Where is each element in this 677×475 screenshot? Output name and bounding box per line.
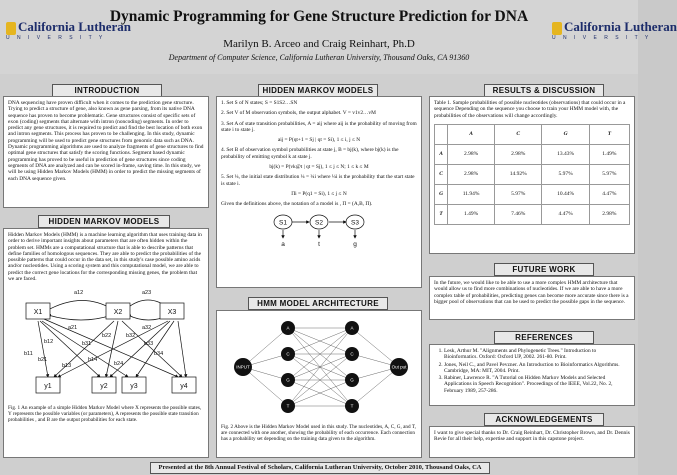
table-row-header: G <box>435 184 448 204</box>
chain-output-label: g <box>353 240 357 248</box>
output-label: y1 <box>44 383 52 391</box>
table-header-cell: T <box>589 124 629 144</box>
edge-label: a21 <box>68 325 78 332</box>
state-label: X2 <box>113 309 123 317</box>
references-panel <box>429 344 635 406</box>
edge-label: a12 <box>74 290 84 297</box>
table-row <box>435 164 630 184</box>
table-header-cell: G <box>542 124 589 144</box>
reference-item: 3. Rabiner, Lawrence R. "A Tutorial on Hidden Markov Models and Selected Applications in Speech Recognition". Proceedings of the IEEE, Vol.22, No. 2, February 1989, 257-286. <box>444 375 630 394</box>
table-row-header: A <box>435 144 448 164</box>
table-cell: 13.43% <box>542 144 589 164</box>
reference-item: 1. Lesk, Arthur M. "Alignments and Phylogenetic Trees." Introduction to Bioinformatics. Oxford: Oxford UP, 2002. 261-80. Print. <box>444 348 630 361</box>
edge-label: a23 <box>142 290 152 297</box>
chain-output-label: a <box>281 240 285 248</box>
output-label: y2 <box>100 383 108 391</box>
table-cell: 7.46% <box>495 204 542 224</box>
edge-label: b34 <box>154 351 164 358</box>
references-heading: REFERENCES <box>494 331 594 344</box>
results-panel <box>429 96 635 254</box>
hmm-left-text: Hidden Markov Models (HMM) is a machine learning algorithm that uses training data in order to derive important insights about parameters that are often hidden within the problem set. HMMs are a computational structure that is able to describe patterns that define families of homologous sequences. They are able to predict the probabilities of the possible patterns that could occur in the data set, in this study's case possible amino acids and/or nucleotides. Using a scoring system and this computational model, we are able to predict the correct gene locations for the corresponding missing genes, the problem that we are faced. <box>8 232 202 283</box>
edge-label: a32 <box>142 325 152 332</box>
nucleotide-label: A <box>286 325 290 331</box>
table-cell: 14.92% <box>495 164 542 184</box>
edge-label: b14 <box>88 357 98 364</box>
hmm-center-heading: HIDDEN MARKOV MODELS <box>258 84 378 97</box>
table-cell: 4.47% <box>589 184 629 204</box>
poster-authors: Marilyn B. Arceo and Craig Reinhart, Ph.D <box>223 38 415 50</box>
table-cell: 2.98% <box>448 164 495 184</box>
edge-label: b32 <box>126 333 136 340</box>
edge-label: b13 <box>62 363 72 370</box>
hmm-definition: 5. Set ¼, the initial state distribution ¼ = ¼i where ¼i is the probability that the start state is state i. <box>221 174 415 187</box>
chain-state-label: S2 <box>315 219 323 227</box>
nucleotide-label: G <box>286 377 290 383</box>
hmm-left-heading: HIDDEN MARKOV MODELS <box>38 215 170 228</box>
hmm-equation: aij = P(qt+1 = Sj | qt = Si), 1 ≤ i, j ≤ N <box>277 137 361 144</box>
table-row <box>435 184 630 204</box>
edge-label: b21 <box>38 357 48 364</box>
logo-name: California Lutheran <box>564 19 677 34</box>
hmm-equation: bj(k) = P(vk@t | qt = Sj), 1 ≤ j ≤ N; 1 ≤ k ≤ M <box>269 164 369 171</box>
table-header-cell: C <box>495 124 542 144</box>
hmm-arch-heading: HMM MODEL ARCHITECTURE <box>248 297 388 310</box>
table-cell: 2.98% <box>495 144 542 164</box>
logo-subtitle: U N I V E R S I T Y <box>6 34 106 41</box>
nucleotide-label: T <box>350 403 354 409</box>
table-cell: 4.47% <box>542 204 589 224</box>
acknowledgements-heading: ACKNOWLEDGEMENTS <box>484 413 604 426</box>
state-label: X3 <box>167 309 177 317</box>
nucleotide-probability-table <box>434 124 630 225</box>
table-cell: 2.98% <box>589 204 629 224</box>
table-cell: 5.97% <box>542 164 589 184</box>
hmm-definition: 1. Set S of N states; S = S1S2…SN <box>221 100 298 106</box>
nucleotide-label: A <box>350 325 354 331</box>
hmm-center-panel <box>216 96 422 288</box>
edge-label: b31 <box>82 341 92 348</box>
results-heading: RESULTS & DISCUSSION <box>484 84 604 97</box>
output-label: y4 <box>180 383 188 391</box>
edge-label: b22 <box>102 333 112 340</box>
output-node-label: Out put <box>391 364 407 370</box>
chain-state-label: S1 <box>279 219 287 227</box>
nucleotide-label: G <box>350 377 354 383</box>
architecture-connections <box>243 325 399 406</box>
edge-label: b11 <box>24 351 33 358</box>
hmm-example-diagram <box>8 285 204 405</box>
table-row <box>435 204 630 224</box>
input-node-label: INPUT <box>236 364 250 370</box>
future-work-heading: FUTURE WORK <box>494 263 594 276</box>
edge-label: b12 <box>44 339 54 346</box>
acknowledgements-text: I want to give special thanks to Dr. Craig Reinhart, Dr. Christopher Brown, and Dr. Dennis Revie for all their help, expertise and support in this capstone project. <box>434 430 630 443</box>
table-cell: 10.44% <box>542 184 589 204</box>
hmm-left-panel <box>3 228 209 458</box>
state-label: X1 <box>33 309 43 317</box>
hmm-equation: Πi = P(q1 = Si), 1 ≤ j ≤ N <box>291 190 347 197</box>
figure-2-caption: Fig. 2 Above is the Hidden Markov Model used in this study. The nucleotides, A, C, G, and T, are connected with one another, showing the probability of each occurrence. Each connection has a probability set depending on the training data given to the algorithm. <box>221 424 416 443</box>
logo-mark-icon <box>552 22 562 35</box>
table-cell: 11.94% <box>448 184 495 204</box>
intro-heading: INTRODUCTION <box>52 84 162 97</box>
table-header-cell <box>435 124 448 144</box>
intro-panel <box>3 96 209 208</box>
hmm-definition: Given the definitions above, the notation of a model is , Π = (A,B, Π). <box>221 201 373 208</box>
nucleotide-label: C <box>350 351 354 357</box>
output-label: y3 <box>130 383 138 391</box>
hmm-architecture-diagram <box>221 314 417 422</box>
nucleotide-label: C <box>286 351 290 357</box>
logo-subtitle: U N I V E R S I T Y <box>552 34 652 41</box>
references-list <box>434 348 630 394</box>
future-work-panel <box>429 276 635 320</box>
poster-affiliation: Department of Computer Science, California Lutheran University, Thousand Oaks, CA 91360 <box>168 53 470 62</box>
edge-label: b33 <box>144 341 154 348</box>
markov-chain-diagram <box>221 212 417 248</box>
table-cell: 2.98% <box>448 144 495 164</box>
table-1-title: Table 1. Sample probabilities of possible nucleotides (observations) that could occur in a sequence Depending on the sequence you choose to train your HMM model with, the probabilities of the observations will change accordingly. <box>434 100 626 119</box>
table-cell: 5.97% <box>589 164 629 184</box>
poster-footer: Presented at the 8th Annual Festival of Scholars, California Lutheran University, October 2010, Thousand Oaks, CA <box>150 462 490 474</box>
table-cell: 1.49% <box>448 204 495 224</box>
intro-text: DNA sequencing have proven difficult when it comes to the prediction gene structure. Trying to predict a structure of gene, also known as gene parsing, from its native DNA sequence has proven to become problematic. Gene structures consist of specific sets of exon (coding) segments that alternate with intron (noncoding) segments. In order to predict any gene structures, it is required to predict and find the best location of both exon and intron segments. This process has proven to be challenging. In this study, dynamic programming will be used to predict gene structures from genomic data such as DNA. Dynamic programming algorithms are used to analyze fragments of gene structures to find optimal gene structures that satisfy the scoring functions. Segment based dynamic programming has proved to be useful in prediction of gene structures since coding segments of DNA are analyzed and can be scored in-frame, saving time. In this study, we will be using Hidden Markov Models (HMM) in order to predict the missing segments of each DNA sequence given. <box>8 100 204 182</box>
hmm-definition: 2. Set V of M observation symbols, the output alphabet. V = v1v2…vM <box>221 110 376 117</box>
nucleotide-label: T <box>286 403 290 409</box>
table-cell: 5.97% <box>495 184 542 204</box>
hmm-definition: 4. Set B of observation symbol probabilities at state j, B = bj(k), where bj(k) is the probability of emitting symbol k at state j. <box>221 147 399 160</box>
chain-state-label: S3 <box>351 219 359 227</box>
acknowledgements-panel <box>429 426 635 458</box>
future-work-text: In the future, we would like to be able to use a more complex HMM architecture that would allow us to find more combinations of nucleotides. If we are able to have a more complex table of probabilities, predicting genes can become more accurate since there is a bigger pool of observations that can be used to predict the possible gaps in the sequence. <box>434 280 629 305</box>
table-cell: 1.49% <box>589 144 629 164</box>
logo-mark-icon <box>6 22 16 35</box>
poster-title: Dynamic Programming for Gene Structure Prediction for DNA <box>109 8 529 25</box>
hmm-definition: 3. Set A of state transition probabilities, A = aij where aij is the probability of moving from state i to state j. <box>221 120 417 133</box>
table-header-cell: A <box>448 124 495 144</box>
reference-item: 2. Jones, Neil C., and Pavel Pevzner. An Introduction to Bioinformatics Algorithms. Cambridge, MA: MIT, 2004. Print. <box>444 362 630 375</box>
hmm-arch-panel <box>216 310 422 458</box>
poster-header <box>0 0 677 74</box>
table-row-header: T <box>435 204 448 224</box>
logo-name: California Lutheran <box>18 19 132 34</box>
chain-output-label: t <box>318 240 320 248</box>
edge-label: b24 <box>114 361 124 368</box>
table-header-row <box>435 124 630 144</box>
university-logo-left <box>6 19 132 50</box>
figure-1-caption: Fig. 1 An example of a simple Hidden Markov Model where X represents the possible states, Y represents the possible variables (or parameters), A represents the possible state transition probabilities , and B are the output probabilities for each state. <box>8 405 202 424</box>
university-logo-right <box>552 19 677 50</box>
table-row-header: C <box>435 164 448 184</box>
table-row <box>435 144 630 164</box>
